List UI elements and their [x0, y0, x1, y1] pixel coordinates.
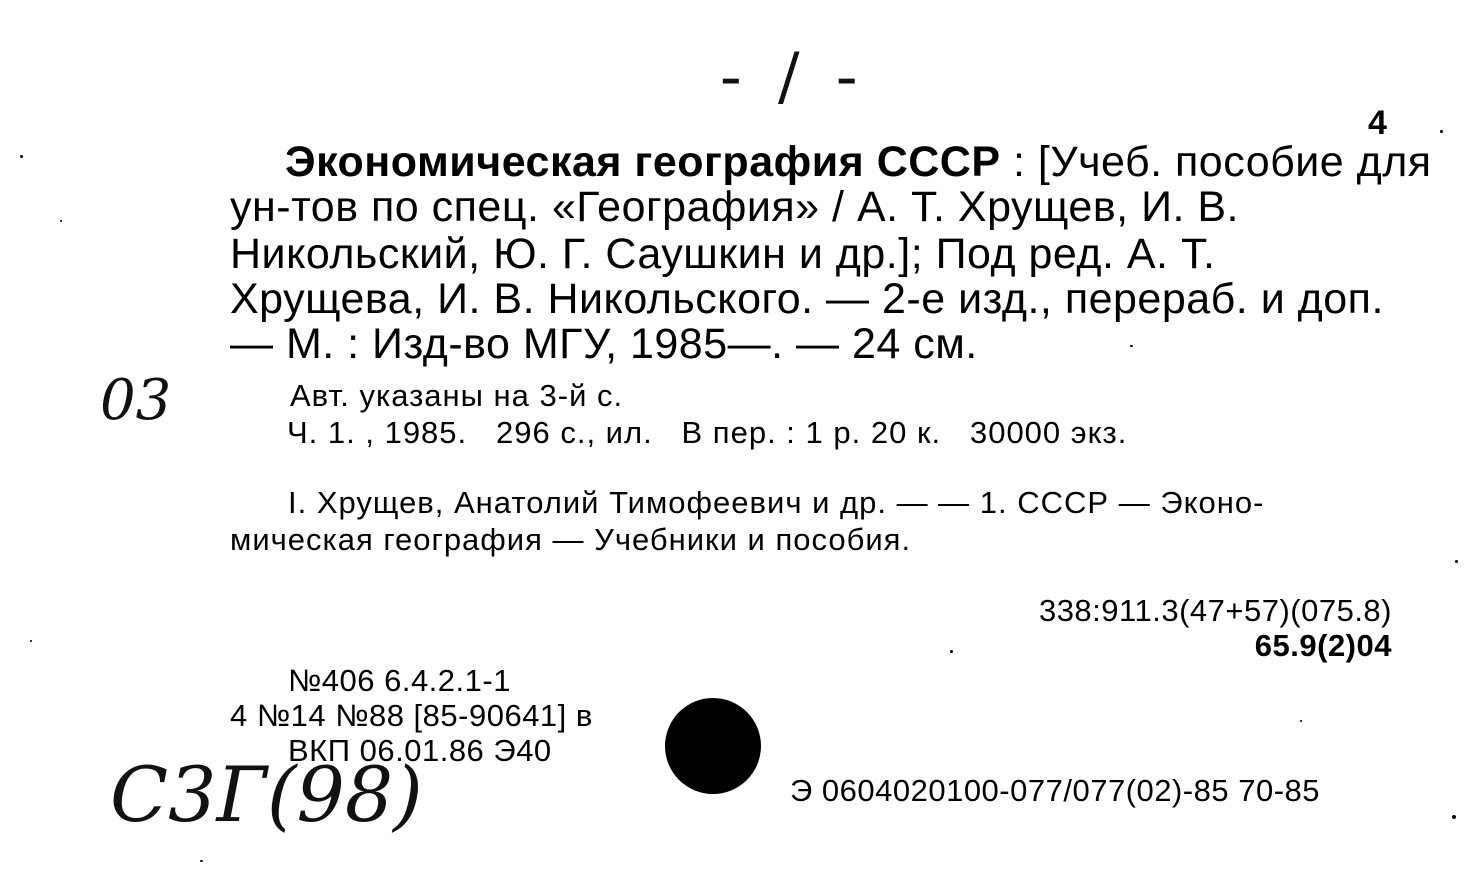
- authors-note: Авт. указаны на 3-й с.: [290, 378, 624, 413]
- numbers-line-1: №406 6.4.2.1-1: [288, 663, 511, 698]
- entry-line-4: Хрущева, И. В. Никольского. — 2-е изд., перераб. и доп.: [230, 275, 1384, 323]
- numbers-line-2: 4 №14 №88 [85-90641] в: [230, 698, 593, 733]
- entry-line-3: Никольский, Ю. Г. Саушкин и др.]; Под ред. А. Т.: [230, 230, 1216, 278]
- scan-speck: [950, 650, 953, 653]
- entry-title: Экономическая география СССР: [285, 138, 1001, 186]
- scan-speck: [30, 640, 32, 642]
- entry-line-1-rest: : [Учеб. пособие для: [1000, 138, 1432, 186]
- scan-speck: [1300, 720, 1302, 722]
- black-stamp: [665, 698, 761, 794]
- scan-speck: [1455, 560, 1458, 563]
- handwritten-shelf-mark: С3Г(98): [110, 750, 423, 839]
- scan-speck: [1440, 130, 1443, 133]
- bbk-code: 65.9(2)04: [1254, 628, 1392, 663]
- tracing-line-1: I. Хрущев, Анатолий Тимофеевич и др. — — 1. СССР — Эконо-: [288, 485, 1265, 520]
- entry-line-1: [285, 138, 1432, 187]
- udc-code: 338:911.3(47+57)(075.8): [1038, 593, 1392, 628]
- entry-line-2: ун-тов по спец. «География» / А. Т. Хрущев, И. В.: [230, 183, 1240, 231]
- entry-line-5: — М. : Изд-во МГУ, 1985—. — 24 см.: [230, 320, 978, 368]
- numbers-line-3: ВКП 06.01.86 Э40: [288, 733, 552, 768]
- scan-speck: [20, 155, 23, 158]
- publisher-code: Э 0604020100-077/077(02)-85 70-85: [790, 773, 1321, 808]
- tracing-line-2: мическая география — Учебники и пособия.: [230, 522, 912, 557]
- handwritten-page-marker: - / -: [720, 40, 866, 114]
- handwritten-left-mark: 03: [100, 368, 172, 433]
- scan-speck: [1130, 345, 1133, 347]
- scan-speck: [60, 220, 62, 222]
- scan-speck: [1452, 815, 1456, 819]
- card-number: 4: [1368, 104, 1387, 142]
- part-line: Ч. 1. , 1985. 296 с., ил. В пер. : 1 р. 20 к. 30000 экз.: [287, 415, 1128, 450]
- scan-speck: [200, 860, 203, 862]
